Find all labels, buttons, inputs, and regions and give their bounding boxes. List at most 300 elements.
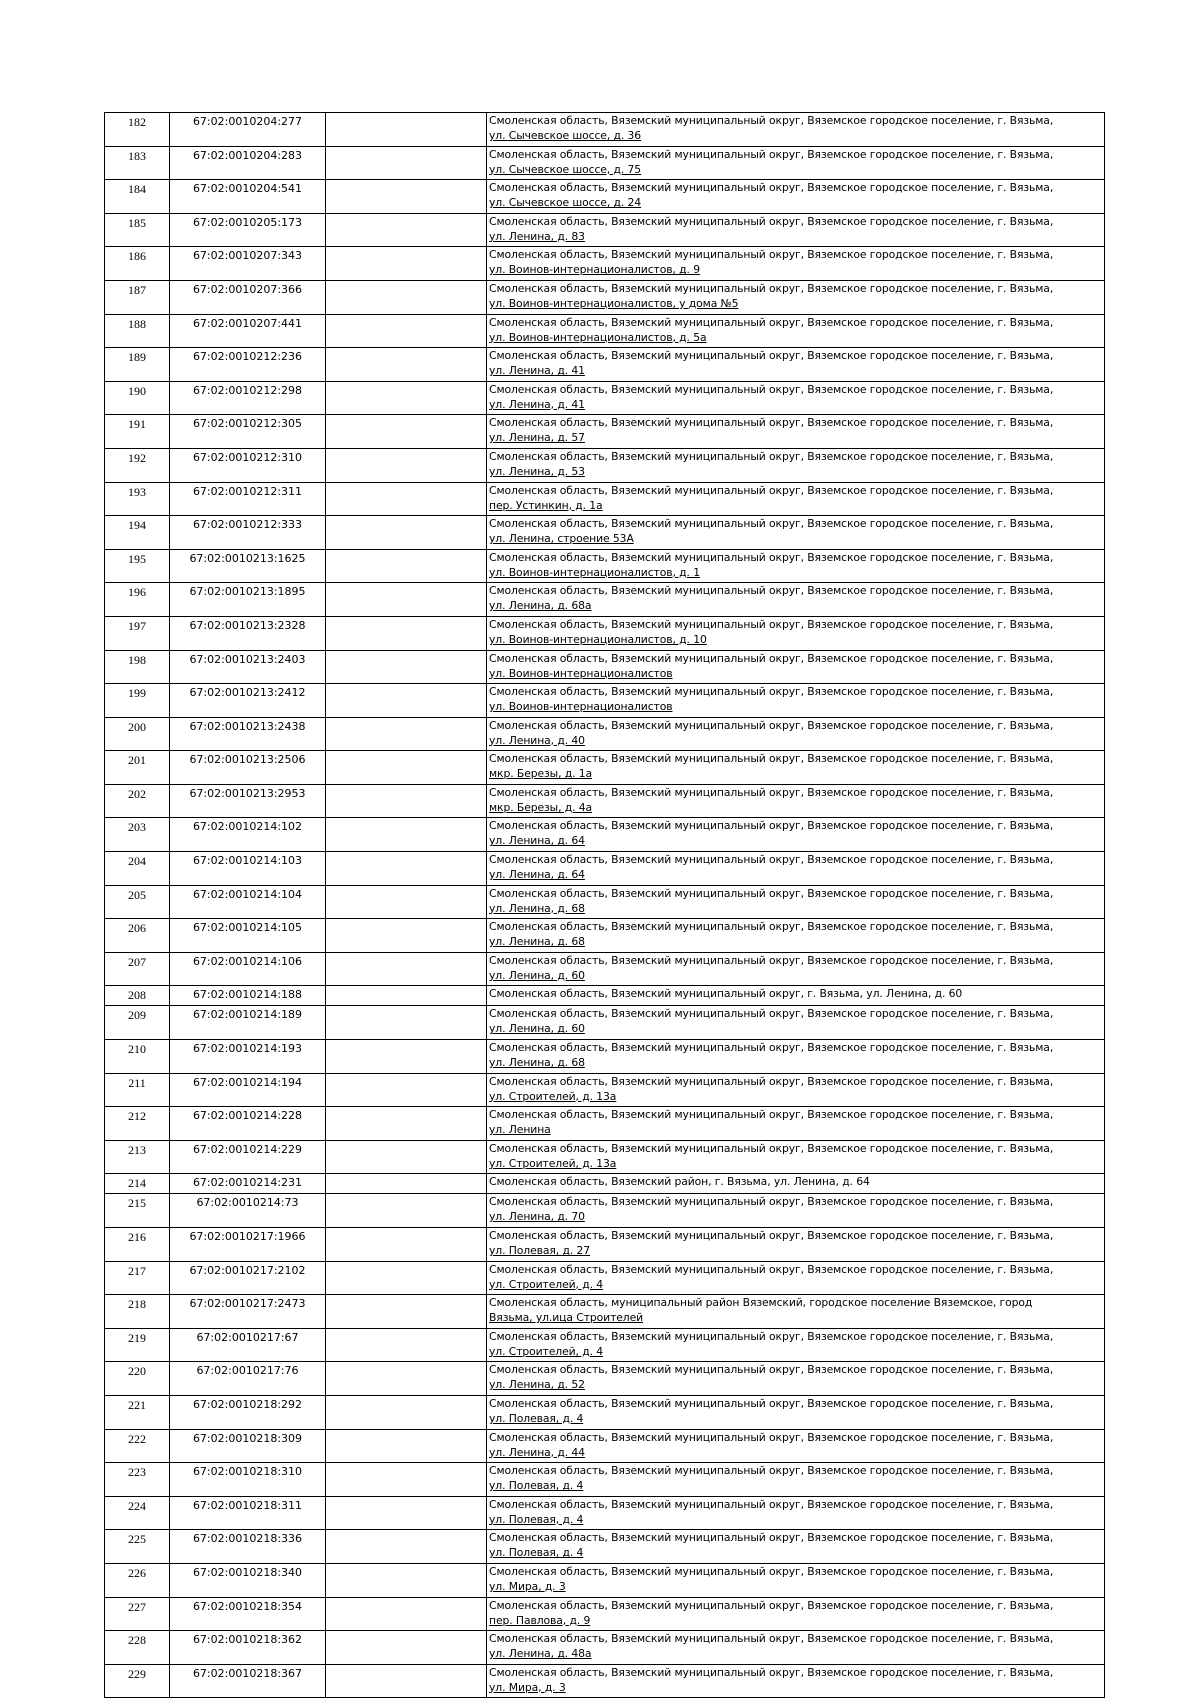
table-row <box>105 482 1105 516</box>
address-line-1: Смоленская область, Вяземский муниципальный округ, Вяземское городское поселение, г. Вязьма, <box>489 147 1054 161</box>
address-cell <box>487 1006 1105 1040</box>
empty-cell <box>326 1362 487 1396</box>
empty-cell <box>326 919 487 953</box>
row-number: 213 <box>105 1140 170 1174</box>
address-cell <box>487 952 1105 986</box>
empty-cell <box>326 650 487 684</box>
address-line-2: ул. Воинов-интернационалистов, д. 9 <box>489 263 700 277</box>
address-cell <box>487 1174 1105 1194</box>
cadastral-number: 67:02:0010213:2438 <box>170 717 326 751</box>
address-line-1: Смоленская область, Вяземский муниципальный округ, Вяземское городское поселение, г. Вязьма, <box>489 114 1054 127</box>
empty-cell <box>326 1040 487 1074</box>
table-row <box>105 717 1105 751</box>
address-line-2: ул. Ленина, д. 64 <box>489 868 585 882</box>
address-line-2: ул. Ленина, д. 52 <box>489 1378 585 1392</box>
row-number: 191 <box>105 415 170 449</box>
cadastral-number: 67:02:0010218:310 <box>170 1463 326 1497</box>
row-number: 182 <box>105 113 170 147</box>
address-line-1: Смоленская область, Вяземский муниципальный округ, Вяземское городское поселение, г. Вязьма, <box>489 550 1054 564</box>
table-row <box>105 1395 1105 1429</box>
address-line-2: ул. Полевая, д. 4 <box>489 1411 584 1425</box>
cadastral-number: 67:02:0010214:105 <box>170 919 326 953</box>
cadastral-number: 67:02:0010214:193 <box>170 1040 326 1074</box>
address-line-2: ул. Ленина, строение 53А <box>489 532 634 546</box>
address-line-1: Смоленская область, Вяземский муниципальный округ, Вяземское городское поселение, г. Вязьма, <box>489 1564 1054 1578</box>
empty-cell <box>326 549 487 583</box>
cadastral-number: 67:02:0010212:333 <box>170 516 326 550</box>
cadastral-number: 67:02:0010204:277 <box>170 113 326 147</box>
cadastral-number: 67:02:0010204:541 <box>170 180 326 214</box>
address-line-1: Смоленская область, муниципальный район Вяземский, городское поселение Вяземское, город <box>489 1296 1033 1310</box>
empty-cell <box>326 1228 487 1262</box>
table-row <box>105 650 1105 684</box>
address-line-2: ул. Воинов-интернационалистов, д. 5а <box>489 330 707 344</box>
address-cell <box>487 415 1105 449</box>
address-line-1: Смоленская область, Вяземский муниципальный округ, Вяземское городское поселение, г. Вязьма, <box>489 718 1054 732</box>
row-number: 228 <box>105 1631 170 1665</box>
address-line-1: Смоленская область, Вяземский муниципальный округ, г. Вязьма, ул. Ленина, д. 60 <box>489 987 963 1001</box>
address-line-1: Смоленская область, Вяземский муниципальный округ, Вяземское городское поселение, г. Вязьма, <box>489 1007 1054 1021</box>
address-cell <box>487 1261 1105 1295</box>
address-cell <box>487 583 1105 617</box>
address-line-2: пер. Павлова, д. 9 <box>489 1613 591 1627</box>
address-line-1: Смоленская область, Вяземский муниципальный округ, Вяземское городское поселение, г. Вязьма, <box>489 617 1054 631</box>
address-line-2: ул. Сычевское шоссе, д. 24 <box>489 196 642 210</box>
address-cell <box>487 852 1105 886</box>
table-row <box>105 784 1105 818</box>
cadastral-number: 67:02:0010214:189 <box>170 1006 326 1040</box>
cadastral-number: 67:02:0010207:441 <box>170 314 326 348</box>
cadastral-number: 67:02:0010218:309 <box>170 1429 326 1463</box>
empty-cell <box>326 1563 487 1597</box>
row-number: 215 <box>105 1194 170 1228</box>
cadastral-number: 67:02:0010205:173 <box>170 213 326 247</box>
row-number: 194 <box>105 516 170 550</box>
row-number: 205 <box>105 885 170 919</box>
table-row <box>105 180 1105 214</box>
address-cell <box>487 549 1105 583</box>
table-row <box>105 1073 1105 1107</box>
row-number: 185 <box>105 213 170 247</box>
row-number: 199 <box>105 684 170 718</box>
address-line-2: ул. Ленина, д. 68 <box>489 935 585 949</box>
address-cell <box>487 1429 1105 1463</box>
empty-cell <box>326 280 487 314</box>
cadastral-number: 67:02:0010218:354 <box>170 1597 326 1631</box>
table-row <box>105 852 1105 886</box>
address-line-1: Смоленская область, Вяземский муниципальный округ, Вяземское городское поселение, г. Вязьма, <box>489 1363 1054 1377</box>
address-line-2: ул. Ленина, д. 41 <box>489 364 585 378</box>
table-row <box>105 818 1105 852</box>
empty-cell <box>326 1631 487 1665</box>
row-number: 219 <box>105 1328 170 1362</box>
cadastral-number: 67:02:0010218:292 <box>170 1395 326 1429</box>
address-line-2: ул. Строителей, д. 4 <box>489 1277 604 1291</box>
address-cell <box>487 381 1105 415</box>
cadastral-number: 67:02:0010214:106 <box>170 952 326 986</box>
row-number: 189 <box>105 348 170 382</box>
address-cell <box>487 213 1105 247</box>
cadastral-number: 67:02:0010217:2473 <box>170 1295 326 1329</box>
address-line-2: ул. Мира, д. 3 <box>489 1680 566 1694</box>
table-row <box>105 1006 1105 1040</box>
address-cell <box>487 818 1105 852</box>
address-line-1: Смоленская область, Вяземский муниципальный округ, Вяземское городское поселение, г. Вязьма, <box>489 1430 1054 1444</box>
address-cell <box>487 1140 1105 1174</box>
address-line-2: ул. Полевая, д. 27 <box>489 1244 591 1257</box>
table-row <box>105 1664 1105 1698</box>
address-cell <box>487 1194 1105 1228</box>
address-cell <box>487 1040 1105 1074</box>
address-line-2: ул. Ленина, д. 70 <box>489 1210 585 1224</box>
row-number: 224 <box>105 1496 170 1530</box>
address-line-2: ул. Строителей, д. 4 <box>489 1344 604 1358</box>
table-row <box>105 1362 1105 1396</box>
empty-cell <box>326 381 487 415</box>
cadastral-number: 67:02:0010214:104 <box>170 885 326 919</box>
empty-cell <box>326 516 487 550</box>
empty-cell <box>326 1597 487 1631</box>
empty-cell <box>326 1174 487 1194</box>
row-number: 184 <box>105 180 170 214</box>
table-row <box>105 549 1105 583</box>
address-line-2: ул. Строителей, д. 13а <box>489 1156 617 1170</box>
cadastral-number: 67:02:0010213:2953 <box>170 784 326 818</box>
address-cell <box>487 784 1105 818</box>
address-line-1: Смоленская область, Вяземский муниципальный округ, Вяземское городское поселение, г. Вязьма, <box>489 248 1054 262</box>
address-cell <box>487 919 1105 953</box>
address-cell <box>487 482 1105 516</box>
table-row <box>105 1463 1105 1497</box>
cadastral-number: 67:02:0010217:67 <box>170 1328 326 1362</box>
row-number: 198 <box>105 650 170 684</box>
address-cell <box>487 314 1105 348</box>
address-line-2: ул. Воинов-интернационалистов, д. 10 <box>489 632 707 646</box>
table-row <box>105 1107 1105 1141</box>
row-number: 210 <box>105 1040 170 1074</box>
cadastral-number: 67:02:0010217:76 <box>170 1362 326 1396</box>
address-cell <box>487 616 1105 650</box>
cadastral-number: 67:02:0010207:366 <box>170 280 326 314</box>
cadastral-number: 67:02:0010212:236 <box>170 348 326 382</box>
table-row <box>105 1631 1105 1665</box>
address-cell <box>487 1496 1105 1530</box>
address-line-1: Смоленская область, Вяземский муниципальный округ, Вяземское городское поселение, г. Вязьма, <box>489 853 1054 867</box>
row-number: 202 <box>105 784 170 818</box>
address-line-1: Смоленская область, Вяземский муниципальный округ, Вяземское городское поселение, г. Вязьма, <box>489 1531 1054 1545</box>
table-row <box>105 684 1105 718</box>
address-cell <box>487 650 1105 684</box>
address-line-2: ул. Полевая, д. 4 <box>489 1546 584 1560</box>
address-cell <box>487 1664 1105 1698</box>
cadastral-number: 67:02:0010214:228 <box>170 1107 326 1141</box>
row-number: 183 <box>105 146 170 180</box>
cadastral-number: 67:02:0010212:310 <box>170 448 326 482</box>
row-number: 218 <box>105 1295 170 1329</box>
address-line-2: ул. Ленина, д. 83 <box>489 229 585 243</box>
table-row <box>105 516 1105 550</box>
address-line-2: ул. Ленина, д. 68а <box>489 599 592 613</box>
address-line-1: Смоленская область, Вяземский муниципальный округ, Вяземское городское поселение, г. Вязьма, <box>489 315 1054 329</box>
cadastral-number: 67:02:0010218:367 <box>170 1664 326 1698</box>
address-cell <box>487 1107 1105 1141</box>
row-number: 206 <box>105 919 170 953</box>
address-line-1: Смоленская область, Вяземский муниципальный округ, Вяземское городское поселение, г. Вязьма, <box>489 953 1054 967</box>
row-number: 195 <box>105 549 170 583</box>
address-line-2: ул. Ленина <box>489 1123 551 1137</box>
address-line-2: ул. Воинов-интернационалистов, у дома №5 <box>489 296 739 310</box>
table-row <box>105 952 1105 986</box>
address-cell <box>487 1631 1105 1665</box>
empty-cell <box>326 213 487 247</box>
address-line-2: ул. Ленина, д. 41 <box>489 397 585 411</box>
address-line-1: Смоленская область, Вяземский муниципальный округ, Вяземское городское поселение, г. Вязьма, <box>489 1665 1054 1679</box>
row-number: 192 <box>105 448 170 482</box>
empty-cell <box>326 1429 487 1463</box>
empty-cell <box>326 1140 487 1174</box>
row-number: 201 <box>105 751 170 785</box>
address-line-1: Смоленская область, Вяземский муниципальный округ, Вяземское городское поселение, г. Вязьма, <box>489 1108 1054 1122</box>
table-row <box>105 1563 1105 1597</box>
address-cell <box>487 146 1105 180</box>
table-row <box>105 415 1105 449</box>
cadastral-number: 67:02:0010214:194 <box>170 1073 326 1107</box>
table-row <box>105 348 1105 382</box>
empty-cell <box>326 616 487 650</box>
address-line-1: Смоленская область, Вяземский муниципальный округ, Вяземское городское поселение, г. Вязьма, <box>489 1497 1054 1511</box>
empty-cell <box>326 751 487 785</box>
cadastral-number: 67:02:0010204:283 <box>170 146 326 180</box>
empty-cell <box>326 1496 487 1530</box>
table-row <box>105 1530 1105 1564</box>
empty-cell <box>326 482 487 516</box>
row-number: 226 <box>105 1563 170 1597</box>
address-line-1: Смоленская область, Вяземский муниципальный округ, Вяземское городское поселение, г. Вязьма, <box>489 1329 1054 1343</box>
cadastral-number: 67:02:0010217:2102 <box>170 1261 326 1295</box>
empty-cell <box>326 1194 487 1228</box>
address-line-1: Смоленская область, Вяземский муниципальный округ, Вяземское городское поселение, г. Вязьма, <box>489 416 1054 430</box>
row-number: 188 <box>105 314 170 348</box>
address-line-1: Смоленская область, Вяземский муниципальный округ, Вяземское городское поселение, г. Вязьма, <box>489 920 1054 934</box>
address-line-1: Смоленская область, Вяземский муниципальный округ, Вяземское городское поселение, г. Вязьма, <box>489 483 1054 497</box>
row-number: 220 <box>105 1362 170 1396</box>
address-cell <box>487 1530 1105 1564</box>
row-number: 227 <box>105 1597 170 1631</box>
cadastral-number: 67:02:0010214:229 <box>170 1140 326 1174</box>
address-line-1: Смоленская область, Вяземский муниципальный округ, Вяземское городское поселение, г. Вязьма, <box>489 886 1054 900</box>
address-line-1: Смоленская область, Вяземский район, г. Вязьма, ул. Ленина, д. 64 <box>489 1175 870 1189</box>
table-row <box>105 583 1105 617</box>
address-line-1: Смоленская область, Вяземский муниципальный округ, Вяземское городское поселение, г. Вязьма, <box>489 1464 1054 1478</box>
cadastral-number: 67:02:0010214:73 <box>170 1194 326 1228</box>
cadastral-number: 67:02:0010218:340 <box>170 1563 326 1597</box>
address-cell <box>487 1395 1105 1429</box>
address-cell <box>487 717 1105 751</box>
address-line-2: ул. Ленина, д. 68 <box>489 901 585 915</box>
address-line-2: ул. Ленина, д. 64 <box>489 834 585 848</box>
row-number: 209 <box>105 1006 170 1040</box>
table-row <box>105 919 1105 953</box>
table-row <box>105 1295 1105 1329</box>
row-number: 204 <box>105 852 170 886</box>
cadastral-number: 67:02:0010217:1966 <box>170 1228 326 1262</box>
address-line-2: ул. Воинов-интернационалистов <box>489 666 673 680</box>
empty-cell <box>326 885 487 919</box>
address-line-2: ул. Ленина, д. 68 <box>489 1056 585 1070</box>
empty-cell <box>326 113 487 147</box>
empty-cell <box>326 717 487 751</box>
address-line-2: ул. Ленина, д. 44 <box>489 1445 585 1459</box>
empty-cell <box>326 784 487 818</box>
address-line-2: ул. Ленина, д. 40 <box>489 733 585 747</box>
address-line-2: ул. Полевая, д. 4 <box>489 1512 584 1526</box>
empty-cell <box>326 986 487 1006</box>
address-line-2: мкр. Березы, д. 4а <box>489 800 593 814</box>
address-line-1: Смоленская область, Вяземский муниципальный округ, Вяземское городское поселение, г. Вязьма, <box>489 1041 1054 1055</box>
empty-cell <box>326 180 487 214</box>
address-line-1: Смоленская область, Вяземский муниципальный округ, Вяземское городское поселение, г. Вязьма, <box>489 1396 1054 1410</box>
empty-cell <box>326 415 487 449</box>
address-cell <box>487 885 1105 919</box>
table-row <box>105 146 1105 180</box>
address-cell <box>487 516 1105 550</box>
empty-cell <box>326 1261 487 1295</box>
table-row <box>105 113 1105 147</box>
address-line-2: ул. Строителей, д. 13а <box>489 1089 617 1103</box>
address-cell <box>487 280 1105 314</box>
address-cell <box>487 247 1105 281</box>
address-line-2: ул. Сычевское шоссе, д. 36 <box>489 129 642 142</box>
empty-cell <box>326 952 487 986</box>
cadastral-number: 67:02:0010213:1895 <box>170 583 326 617</box>
land-plot-registry-table <box>104 112 1105 1698</box>
empty-cell <box>326 684 487 718</box>
row-number: 223 <box>105 1463 170 1497</box>
address-cell <box>487 1328 1105 1362</box>
cadastral-number: 67:02:0010213:2506 <box>170 751 326 785</box>
address-line-1: Смоленская область, Вяземский муниципальный округ, Вяземское городское поселение, г. Вязьма, <box>489 382 1054 396</box>
table-row <box>105 1194 1105 1228</box>
address-cell <box>487 348 1105 382</box>
address-line-2: ул. Ленина, д. 48а <box>489 1647 592 1661</box>
address-line-1: Смоленская область, Вяземский муниципальный округ, Вяземское городское поселение, г. Вязьма, <box>489 214 1054 228</box>
cadastral-number: 67:02:0010212:305 <box>170 415 326 449</box>
cadastral-number: 67:02:0010214:231 <box>170 1174 326 1194</box>
cadastral-number: 67:02:0010214:103 <box>170 852 326 886</box>
row-number: 203 <box>105 818 170 852</box>
cadastral-number: 67:02:0010214:188 <box>170 986 326 1006</box>
row-number: 197 <box>105 616 170 650</box>
address-line-2: Вязьма, ул.ица Строителей <box>489 1311 644 1325</box>
cadastral-number: 67:02:0010212:298 <box>170 381 326 415</box>
address-line-1: Смоленская область, Вяземский муниципальный округ, Вяземское городское поселение, г. Вязьма, <box>489 1262 1054 1276</box>
address-line-1: Смоленская область, Вяземский муниципальный округ, Вяземское городское поселение, г. Вязьма, <box>489 651 1054 665</box>
empty-cell <box>326 1295 487 1329</box>
address-line-1: Смоленская область, Вяземский муниципальный округ, Вяземское городское поселение, г. Вязьма, <box>489 181 1054 195</box>
cadastral-number: 67:02:0010213:1625 <box>170 549 326 583</box>
address-cell <box>487 751 1105 785</box>
empty-cell <box>326 1107 487 1141</box>
empty-cell <box>326 852 487 886</box>
row-number: 190 <box>105 381 170 415</box>
address-line-2: ул. Воинов-интернационалистов, д. 1 <box>489 565 700 579</box>
row-number: 196 <box>105 583 170 617</box>
empty-cell <box>326 1328 487 1362</box>
address-line-1: Смоленская область, Вяземский муниципальный округ, Вяземское городское поселение, г. Вязьма, <box>489 349 1054 363</box>
table-row <box>105 1140 1105 1174</box>
empty-cell <box>326 1530 487 1564</box>
address-cell <box>487 180 1105 214</box>
table-row <box>105 314 1105 348</box>
table-row <box>105 616 1105 650</box>
row-number: 212 <box>105 1107 170 1141</box>
address-cell <box>487 1463 1105 1497</box>
cadastral-number: 67:02:0010214:102 <box>170 818 326 852</box>
address-line-1: Смоленская область, Вяземский муниципальный округ, Вяземское городское поселение, г. Вязьма, <box>489 752 1054 766</box>
row-number: 214 <box>105 1174 170 1194</box>
empty-cell <box>326 1006 487 1040</box>
empty-cell <box>326 314 487 348</box>
row-number: 207 <box>105 952 170 986</box>
table-row <box>105 1261 1105 1295</box>
row-number: 222 <box>105 1429 170 1463</box>
table-row <box>105 1228 1105 1262</box>
empty-cell <box>326 146 487 180</box>
empty-cell <box>326 1463 487 1497</box>
address-cell <box>487 1597 1105 1631</box>
address-line-2: ул. Ленина, д. 60 <box>489 968 585 982</box>
address-line-1: Смоленская область, Вяземский муниципальный округ, Вяземское городское поселение, г. Вязьма, <box>489 281 1054 295</box>
address-line-1: Смоленская область, Вяземский муниципальный округ, Вяземское городское поселение, г. Вязьма, <box>489 785 1054 799</box>
table-row <box>105 1040 1105 1074</box>
empty-cell <box>326 1664 487 1698</box>
row-number: 187 <box>105 280 170 314</box>
cadastral-number: 67:02:0010207:343 <box>170 247 326 281</box>
address-cell <box>487 113 1105 147</box>
table-row <box>105 448 1105 482</box>
empty-cell <box>326 1073 487 1107</box>
table-row <box>105 247 1105 281</box>
table-row <box>105 885 1105 919</box>
address-cell <box>487 448 1105 482</box>
table-row <box>105 1429 1105 1463</box>
table-row <box>105 381 1105 415</box>
empty-cell <box>326 1395 487 1429</box>
cadastral-number: 67:02:0010218:336 <box>170 1530 326 1564</box>
table-row <box>105 1496 1105 1530</box>
table-row <box>105 280 1105 314</box>
address-line-2: ул. Ленина, д. 57 <box>489 431 585 445</box>
address-line-2: ул. Ленина, д. 60 <box>489 1022 585 1036</box>
cadastral-number: 67:02:0010212:311 <box>170 482 326 516</box>
cadastral-number: 67:02:0010213:2403 <box>170 650 326 684</box>
address-line-1: Смоленская область, Вяземский муниципальный округ, Вяземское городское поселение, г. Вязьма, <box>489 685 1054 699</box>
address-line-1: Смоленская область, Вяземский муниципальный округ, Вяземское городское поселение, г. Вязьма, <box>489 1229 1054 1242</box>
empty-cell <box>326 348 487 382</box>
row-number: 193 <box>105 482 170 516</box>
row-number: 216 <box>105 1228 170 1262</box>
address-line-1: Смоленская область, Вяземский муниципальный округ, Вяземское городское поселение, г. Вязьма, <box>489 1632 1054 1646</box>
table-row <box>105 1328 1105 1362</box>
table-row <box>105 1174 1105 1194</box>
cadastral-number: 67:02:0010213:2412 <box>170 684 326 718</box>
address-line-1: Смоленская область, Вяземский муниципальный округ, Вяземское городское поселение, г. Вязьма, <box>489 517 1054 531</box>
address-line-2: мкр. Березы, д. 1а <box>489 767 593 781</box>
address-line-2: пер. Устинкин, д. 1а <box>489 498 603 512</box>
table-row <box>105 751 1105 785</box>
address-cell <box>487 1362 1105 1396</box>
address-line-1: Смоленская область, Вяземский муниципальный округ, Вяземское городское поселение, г. Вязьма, <box>489 1195 1054 1209</box>
